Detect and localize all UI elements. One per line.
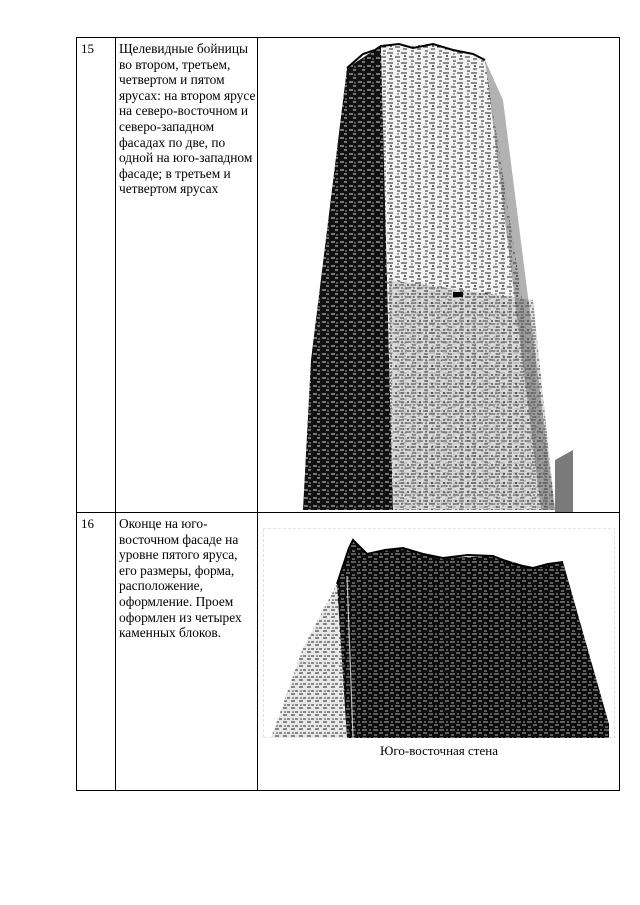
- column-divider: [115, 38, 116, 790]
- column-divider: [257, 38, 258, 790]
- row-description: Оконце на юго-восточном фасаде на уровне пятого яруса, его размеры, форма, расположение, оформление. Проем оформлен из четырех каменных блоков.: [119, 516, 242, 641]
- row-number: 16: [81, 516, 94, 531]
- photo-caption: Юго-восточная стена: [380, 743, 498, 758]
- southeast-wall-photo: [263, 528, 615, 738]
- row-divider: [77, 512, 619, 513]
- document-table: [76, 37, 620, 791]
- row-number: 15: [81, 41, 94, 56]
- tower-photo: [303, 40, 573, 512]
- row-description: Щелевидные бойницы во втором, третьем, четвертом и пятом ярусах: на втором ярусе на северо-восточном и северо-западном фасадах по две, по одной на юго-западном фасаде; в третьем и четвертом ярусах: [119, 41, 256, 197]
